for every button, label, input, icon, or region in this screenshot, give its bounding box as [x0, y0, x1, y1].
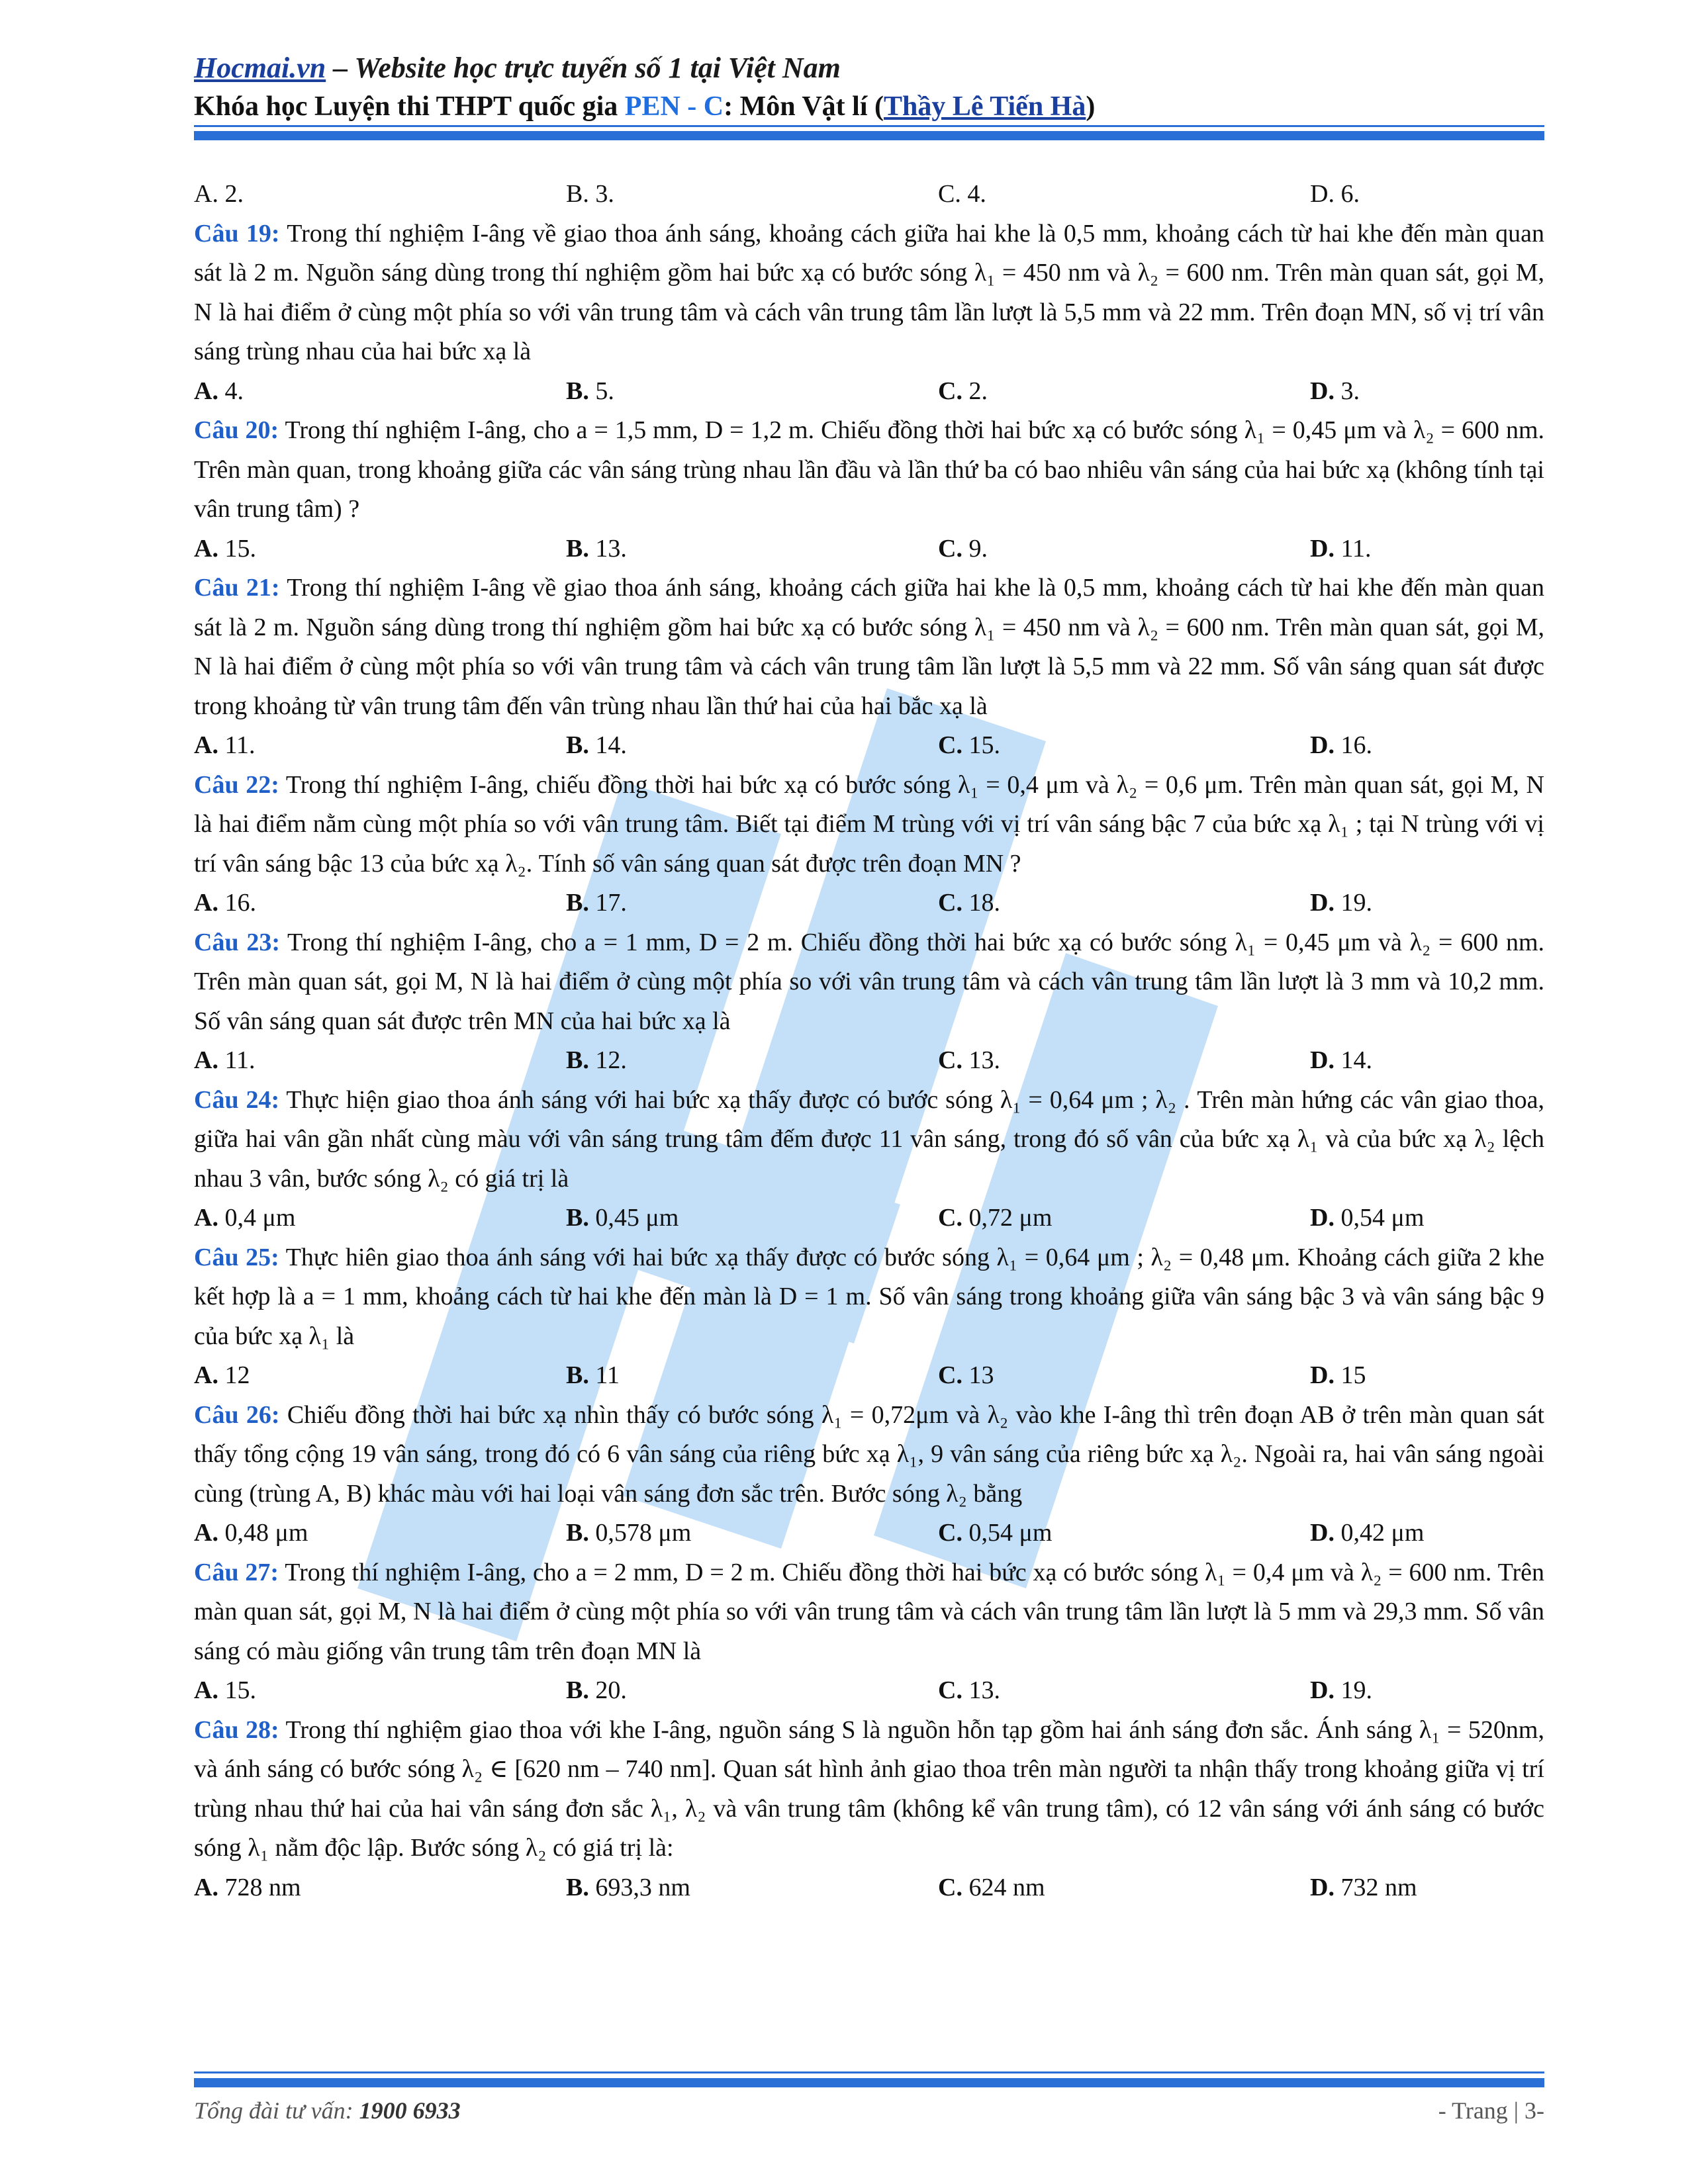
option-value: 728 nm — [224, 1873, 301, 1901]
option-value: 16. — [224, 889, 256, 917]
option-letter: D. — [1310, 731, 1335, 759]
answer-option-d — [1310, 884, 1372, 923]
question-text: Trong thí nghiệm giao thoa với khe I-âng, nguồn sáng S là nguồn hỗn tạp gồm hai ánh sáng đơn sắc. Ánh sáng λ₁ = 520nm, và ánh sáng có bước sóng λ₂ ∈ [620 nm – 740 nm]. Quan sát hình ảnh giao thoa trên màn người ta nhận thấy trong khoảng giữa vị trí trùng nhau thứ hai của hai vân sáng đơn sắc λ₁, λ₂ và vân trung tâm (không kể vân trung tâm), có 12 vân sáng với ánh sáng có bước sóng λ₁ nằm độc lập. Bước sóng λ₂ có giá trị là: — [194, 1715, 1544, 1862]
option-letter: D. — [1310, 1361, 1335, 1389]
option-letter: B. — [566, 1204, 589, 1232]
option-letter: A. — [194, 1873, 218, 1901]
option-letter: D. — [1310, 534, 1335, 563]
option-letter: C. — [938, 1873, 962, 1901]
answer-option-a — [194, 1041, 566, 1081]
answer-option-c — [938, 1514, 1310, 1553]
option-letter: C. — [938, 731, 962, 759]
question-number: Câu 20: — [194, 416, 279, 444]
option-letter: B. — [566, 1361, 589, 1389]
option-value: 19. — [1340, 889, 1372, 917]
course-subject: : Môn Vật lí ( — [724, 91, 884, 122]
option-value: 19. — [1340, 1676, 1372, 1704]
option-letter: B. — [566, 377, 589, 405]
question-text: Trong thí nghiệm I-âng, cho a = 2 mm, D = 2 m. Chiếu đồng thời hai bức xạ có bước sóng λ₁ = 0,4 μm và λ₂ = 600 nm. Trên màn quan sát, gọi M, N là hai điểm ở cùng một phía so với vân trung tâm và cách vân trung tâm lần lượt là 5 mm và 29,3 mm. Số vân sáng có màu giống vân trung tâm trên đoạn MN là — [194, 1558, 1544, 1665]
option-letter: C. — [938, 1046, 962, 1074]
answer-option-c — [938, 1868, 1310, 1908]
option-letter: C. — [938, 1361, 962, 1389]
option-value: 12 — [224, 1361, 250, 1389]
option-value: 0,4 μm — [224, 1204, 296, 1232]
option-letter: A. — [194, 1361, 218, 1389]
option-letter: C. — [938, 377, 962, 405]
footer-divider — [194, 2078, 1544, 2087]
question-number: Câu 21: — [194, 574, 280, 602]
question — [194, 569, 1544, 726]
option-letter: A. — [194, 1519, 218, 1547]
option-value: 0,54 μm — [1340, 1204, 1425, 1232]
option-letter: B. — [566, 889, 589, 917]
question — [194, 1396, 1544, 1514]
answer-options — [194, 1868, 1544, 1908]
answer-options — [194, 1199, 1544, 1238]
answer-option-a — [194, 726, 566, 766]
option-letter: D. — [1310, 1519, 1335, 1547]
option-letter: B. — [566, 1046, 589, 1074]
question-text: Chiếu đồng thời hai bức xạ nhìn thấy có bước sóng λ₁ = 0,72μm và λ₂ vào khe I-âng thì trên đoạn AB ở trên màn quan sát thấy tổng cộng 19 vân sáng, trong đó có 6 vân sáng của riêng bức xạ λ₁, 9 vân sáng của riêng bức xạ λ₂. Ngoài ra, hai vân sáng ngoài cùng (trùng A, B) khác màu với hai loại vân sáng đơn sắc trên. Bước sóng λ₂ bằng — [194, 1400, 1544, 1508]
course-suffix: ) — [1086, 91, 1096, 122]
question-number: Câu 19: — [194, 219, 280, 248]
site-tagline: – Website học trực tuyến số 1 tại Việt Nam — [333, 52, 841, 84]
option-letter: D. — [1310, 377, 1335, 405]
option-value: 14. — [1340, 1046, 1372, 1074]
answer-options — [194, 1356, 1544, 1396]
course-title — [194, 87, 1544, 126]
option-letter: A. — [194, 377, 218, 405]
question-number: Câu 25: — [194, 1243, 279, 1271]
option-value: 0,45 μm — [595, 1204, 679, 1232]
answer-option-b — [566, 1041, 938, 1081]
header-divider — [194, 131, 1544, 140]
answer-options — [194, 726, 1544, 766]
option-value: 0,72 μm — [968, 1204, 1053, 1232]
option-value: 0,48 μm — [224, 1519, 308, 1547]
answer-option-a — [194, 1356, 566, 1396]
option-value: 17. — [595, 889, 627, 917]
option-value: 14. — [595, 731, 627, 759]
option-value: 13. — [595, 534, 627, 563]
course-prefix: Khóa học Luyện thi THPT quốc gia — [194, 91, 625, 122]
option-value: 11 — [595, 1361, 620, 1389]
option-value: 12. — [595, 1046, 627, 1074]
answer-option-a — [194, 1671, 566, 1711]
option-value: 13. — [968, 1676, 1000, 1704]
question-number: Câu 23: — [194, 928, 280, 956]
answer-option-a — [194, 1514, 566, 1553]
option-letter: D. — [1310, 1676, 1335, 1704]
question — [194, 1553, 1544, 1672]
answer-option-a — [194, 1868, 566, 1908]
answer-option-b — [566, 1671, 938, 1711]
option-letter: C. — [938, 1519, 962, 1547]
answer-options — [194, 1671, 1544, 1711]
option-value: 732 nm — [1340, 1873, 1417, 1901]
option-value: 15 — [1340, 1361, 1366, 1389]
option-letter: A. — [194, 889, 218, 917]
previous-question-options — [194, 175, 1544, 214]
option-value: 0,578 μm — [595, 1519, 692, 1547]
answer-options — [194, 1514, 1544, 1553]
option-value: 2. — [968, 377, 988, 405]
option-value: 15. — [968, 731, 1000, 759]
option-letter: B. — [566, 1676, 589, 1704]
answer-option-c — [938, 726, 1310, 766]
question-number: Câu 28: — [194, 1715, 279, 1744]
teacher-link[interactable]: Thầy Lê Tiến Hà — [883, 91, 1086, 122]
option-value: 15. — [224, 1676, 256, 1704]
question-text: Trong thí nghiệm I-âng về giao thoa ánh sáng, khoảng cách giữa hai khe là 0,5 mm, khoảng cách từ hai khe đến màn quan sát là 2 m. Nguồn sáng dùng trong thí nghiệm gồm hai bức xạ có bước sóng λ₁ = 450 nm và λ₂ = 600 nm. Trên màn quan sát, gọi M, N là hai điểm ở cùng một phía so với vân trung tâm và cách vân trung tâm lần lượt là 5,5 mm và 22 mm. Trên đoạn MN, số vị trí vân sáng trùng nhau của hai bức xạ là — [194, 219, 1544, 365]
option-value: 693,3 nm — [595, 1873, 690, 1901]
option-letter: A. — [194, 1046, 218, 1074]
site-link[interactable]: Hocmai.vn — [194, 52, 326, 84]
answer-option-c — [938, 1041, 1310, 1081]
answer-option-c — [938, 1356, 1310, 1396]
answer-options — [194, 372, 1544, 412]
answer-options — [194, 884, 1544, 923]
answer-options — [194, 529, 1544, 569]
option-letter: B. — [566, 731, 589, 759]
option-value: 11. — [224, 731, 256, 759]
answer-option-d — [1310, 1199, 1424, 1238]
answer-option-d — [1310, 1041, 1372, 1081]
answer-option-b — [566, 726, 938, 766]
course-pen: PEN - C — [624, 91, 724, 122]
answer-option-a — [194, 529, 566, 569]
option-value: 0,54 μm — [968, 1519, 1053, 1547]
answer-option-c — [938, 529, 1310, 569]
answer-option-d — [1310, 1514, 1424, 1553]
answer-option-d — [1310, 1868, 1417, 1908]
question — [194, 923, 1544, 1042]
answer-option-d — [1310, 726, 1372, 766]
option-letter: A. — [194, 1676, 218, 1704]
page-header — [194, 49, 1544, 126]
prev-option-d: D. 6. — [1310, 180, 1360, 208]
option-letter: D. — [1310, 1204, 1335, 1232]
answer-option-b — [566, 884, 938, 923]
question-number: Câu 26: — [194, 1400, 280, 1429]
question-text: Trong thí nghiệm I-âng về giao thoa ánh sáng, khoảng cách giữa hai khe là 0,5 mm, khoảng cách từ hai khe đến màn quan sát là 2 m. Nguồn sáng dùng trong thí nghiệm gồm hai bức xạ có bước sóng λ₁ = 450 nm và λ₂ = 600 nm. Trên màn quan sát, gọi M, N là hai điểm ở cùng một phía so với vân trung tâm và cách vân trung tâm lần lượt là 5,5 mm và 22 mm. Số vân sáng quan sát được trong khoảng từ vân trung tâm đến vân trùng nhau lần thứ hai của hai bắc xạ là — [194, 574, 1544, 720]
header-line-1 — [194, 49, 1544, 87]
option-value: 13 — [968, 1361, 994, 1389]
option-value: 5. — [595, 377, 614, 405]
exercise-list — [194, 175, 1544, 1907]
answer-option-b — [566, 1199, 938, 1238]
option-value: 11. — [224, 1046, 256, 1074]
option-letter: C. — [938, 889, 962, 917]
question — [194, 766, 1544, 884]
option-letter: D. — [1310, 1873, 1335, 1901]
question-number: Câu 27: — [194, 1558, 279, 1586]
question-text: Thực hiên giao thoa ánh sáng với hai bức xạ thấy được có bước sóng λ₁ = 0,64 μm ; λ₂ = 0,48 μm. Khoảng cách giữa 2 khe kết hợp là a = 1 mm, khoảng cách từ hai khe đến màn là D = 1 m. Số vân sáng trong khoảng giữa vân sáng bậc 3 và vân sáng bậc 9 của bức xạ λ₁ là — [194, 1243, 1545, 1350]
answer-option-b — [566, 1868, 938, 1908]
option-value: 9. — [968, 534, 988, 563]
hotline-label: Tổng đài tư vấn: — [194, 2097, 359, 2124]
question — [194, 214, 1544, 372]
answer-option-b — [566, 529, 938, 569]
hotline — [194, 2097, 461, 2124]
option-value: 11. — [1340, 534, 1372, 563]
answer-option-a — [194, 1199, 566, 1238]
option-letter: A. — [194, 731, 218, 759]
question — [194, 1081, 1544, 1199]
option-letter: C. — [938, 1204, 962, 1232]
option-letter: D. — [1310, 1046, 1335, 1074]
answer-option-d — [1310, 1356, 1366, 1396]
answer-option-c — [938, 884, 1310, 923]
option-letter: C. — [938, 534, 962, 563]
question — [194, 1238, 1544, 1357]
question-text: Trong thí nghiệm I-âng, chiếu đồng thời hai bức xạ có bước sóng λ₁ = 0,4 μm và λ₂ = 0,6 μm. Trên màn quan sát, gọi M, N là hai điểm nằm cùng một phía so với vân trung tâm. Biết tại điểm M trùng với vị trí vân sáng bậc 7 của bức xạ λ₁ ; tại N trùng với vị trí vân sáng bậc 13 của bức xạ λ₂. Tính số vân sáng quan sát được trên đoạn MN ? — [194, 770, 1544, 878]
answer-option-a — [194, 372, 566, 412]
question-text: Thực hiện giao thoa ánh sáng với hai bức xạ thấy được có bước sóng λ₁ = 0,64 μm ; λ₂ . Trên màn hứng các vân giao thoa, giữa hai vân gần nhất cùng màu với vân sáng trung tâm đếm được 11 vân sáng, trong đó số vân của bức xạ λ₁ và của bức xạ λ₂ lệch nhau 3 vân, bước sóng λ₂ có giá trị là — [194, 1085, 1545, 1193]
option-value: 15. — [224, 534, 256, 563]
question-text: Trong thí nghiệm I-âng, cho a = 1,5 mm, D = 1,2 m. Chiếu đồng thời hai bức xạ có bước sóng λ₁ = 0,45 μm và λ₂ = 600 nm. Trên màn quan, trong khoảng giữa các vân sáng trùng nhau lần đầu và lần thứ ba có bao nhiêu vân sáng của hai bức xạ (không tính tại vân trung tâm) ? — [194, 416, 1545, 523]
option-value: 3. — [1340, 377, 1360, 405]
question-number: Câu 24: — [194, 1085, 280, 1114]
answer-option-b — [566, 1514, 938, 1553]
option-letter: A. — [194, 534, 218, 563]
option-letter: B. — [566, 534, 589, 563]
option-letter: B. — [566, 1873, 589, 1901]
answer-option-d — [1310, 372, 1360, 412]
question-text: Trong thí nghiệm I-âng, cho a = 1 mm, D = 2 m. Chiếu đồng thời hai bức xạ có bước sóng λ₁ = 0,45 μm và λ₂ = 600 nm. Trên màn quan sát, gọi M, N là hai điểm ở cùng một phía so với vân trung tâm và cách vân trung tâm lần lượt là 3 mm và 10,2 mm. Số vân sáng quan sát được trên MN của hai bức xạ là — [194, 928, 1545, 1035]
question-number: Câu 22: — [194, 770, 279, 799]
answer-option-a — [194, 884, 566, 923]
answer-option-c — [938, 1199, 1310, 1238]
answer-option-d — [1310, 529, 1372, 569]
prev-option-b: B. 3. — [566, 180, 614, 208]
question — [194, 411, 1544, 529]
option-value: 4. — [224, 377, 244, 405]
answer-option-c — [938, 1671, 1310, 1711]
option-value: 18. — [968, 889, 1000, 917]
question — [194, 1711, 1544, 1868]
answer-option-c — [938, 372, 1310, 412]
answer-options — [194, 1041, 1544, 1081]
hotline-number: 1900 6933 — [359, 2097, 461, 2124]
option-value: 13. — [968, 1046, 1000, 1074]
answer-option-b — [566, 1356, 938, 1396]
answer-option-d — [1310, 1671, 1372, 1711]
prev-option-a: A. 2. — [194, 180, 244, 208]
option-letter: B. — [566, 1519, 589, 1547]
option-letter: C. — [938, 1676, 962, 1704]
option-value: 20. — [595, 1676, 627, 1704]
option-value: 16. — [1340, 731, 1372, 759]
answer-option-b — [566, 372, 938, 412]
option-value: 0,42 μm — [1340, 1519, 1425, 1547]
prev-option-c: C. 4. — [938, 180, 986, 208]
page-number: - Trang | 3- — [1438, 2097, 1544, 2124]
option-letter: A. — [194, 1204, 218, 1232]
option-letter: D. — [1310, 889, 1335, 917]
option-value: 624 nm — [968, 1873, 1045, 1901]
